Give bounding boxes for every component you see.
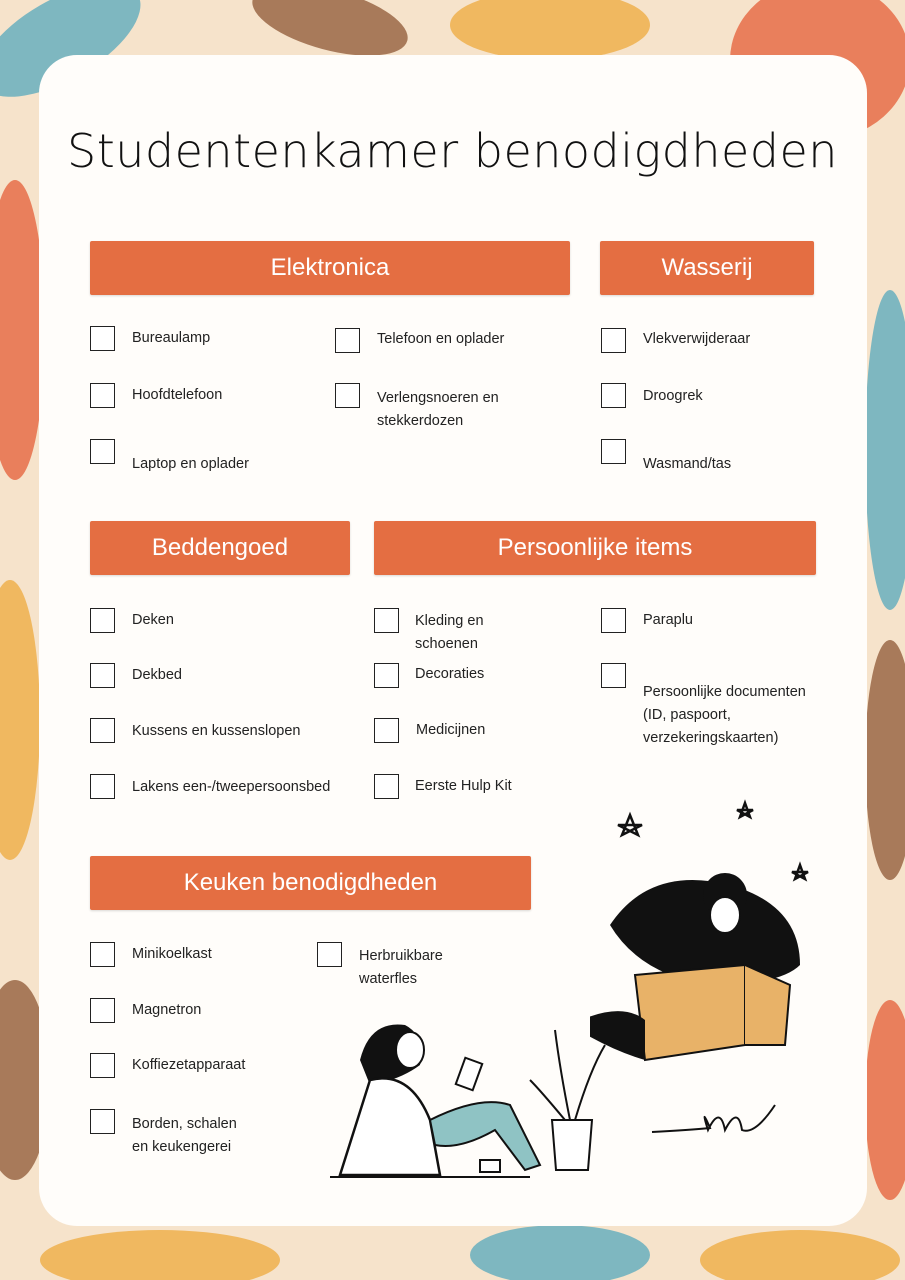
page-title: Studentenkamer benodigdheden [67, 124, 838, 178]
item-label: Droogrek [643, 388, 703, 404]
item-label: Telefoon en oplader [377, 331, 505, 347]
checkbox-dekbed[interactable] [90, 663, 115, 688]
section-header-elektronica: Elektronica [90, 241, 570, 295]
checkbox-droogrek[interactable] [601, 383, 626, 408]
item-label: Verlengsnoeren en stekkerdozen [377, 390, 499, 429]
checkbox-kussens[interactable] [90, 718, 115, 743]
item-label: Hoofdtelefoon [132, 387, 223, 403]
checkbox-deken[interactable] [90, 608, 115, 633]
checkbox-waterfles[interactable] [317, 942, 342, 967]
squiggle-decoration [650, 1100, 780, 1145]
checkbox-minikoelkast[interactable] [90, 942, 115, 967]
person-reading-illustration [330, 1010, 620, 1185]
item-label: Magnetron [132, 1002, 202, 1018]
item-label: Borden, schalen en keukengerei [132, 1116, 237, 1155]
checkbox-lakens[interactable] [90, 774, 115, 799]
checkbox-eerste-hulp-kit[interactable] [374, 774, 399, 799]
item-label: Persoonlijke documenten (ID, paspoort, verzekeringskaarten) [643, 684, 806, 746]
checkbox-koffiezetapparaat[interactable] [90, 1053, 115, 1078]
item-label: Paraplu [643, 612, 693, 628]
checkbox-telefoon[interactable] [335, 328, 360, 353]
item-label: Dekbed [132, 667, 182, 683]
checkbox-hoofdtelefoon[interactable] [90, 383, 115, 408]
checkbox-borden[interactable] [90, 1109, 115, 1134]
item-label: Minikoelkast [132, 946, 212, 962]
section-header-keuken: Keuken benodigdheden [90, 856, 531, 910]
item-label: Eerste Hulp Kit [415, 778, 512, 794]
star-icon [618, 803, 808, 879]
checkbox-verlengsnoeren[interactable] [335, 383, 360, 408]
item-label: Deken [132, 612, 174, 628]
checkbox-persoonlijke-documenten[interactable] [601, 663, 626, 688]
item-label: Kleding en schoenen [415, 613, 484, 652]
checkbox-decoraties[interactable] [374, 663, 399, 688]
item-label: Laptop en oplader [132, 456, 249, 472]
checkbox-bureaulamp[interactable] [90, 326, 115, 351]
item-label: Herbruikbare waterfles [359, 948, 443, 987]
item-label: Wasmand/tas [643, 456, 732, 472]
section-header-persoonlijke-items: Persoonlijke items [374, 521, 816, 575]
checkbox-laptop[interactable] [90, 439, 115, 464]
section-header-beddengoed: Beddengoed [90, 521, 350, 575]
person-with-box-illustration [590, 795, 830, 1075]
checkbox-medicijnen[interactable] [374, 718, 399, 743]
section-header-wasserij: Wasserij [600, 241, 814, 295]
item-label: Lakens een-/tweepersoonsbed [132, 779, 331, 795]
checkbox-vlekverwijderaar[interactable] [601, 328, 626, 353]
item-label: Decoraties [415, 666, 485, 682]
checkbox-paraplu[interactable] [601, 608, 626, 633]
item-label: Medicijnen [416, 722, 486, 738]
checkbox-wasmand[interactable] [601, 439, 626, 464]
item-label: Bureaulamp [132, 330, 211, 346]
checkbox-magnetron[interactable] [90, 998, 115, 1023]
checkbox-kleding[interactable] [374, 608, 399, 633]
item-label: Kussens en kussenslopen [132, 723, 301, 739]
item-label: Vlekverwijderaar [643, 331, 751, 347]
item-label: Koffiezetapparaat [132, 1057, 246, 1073]
